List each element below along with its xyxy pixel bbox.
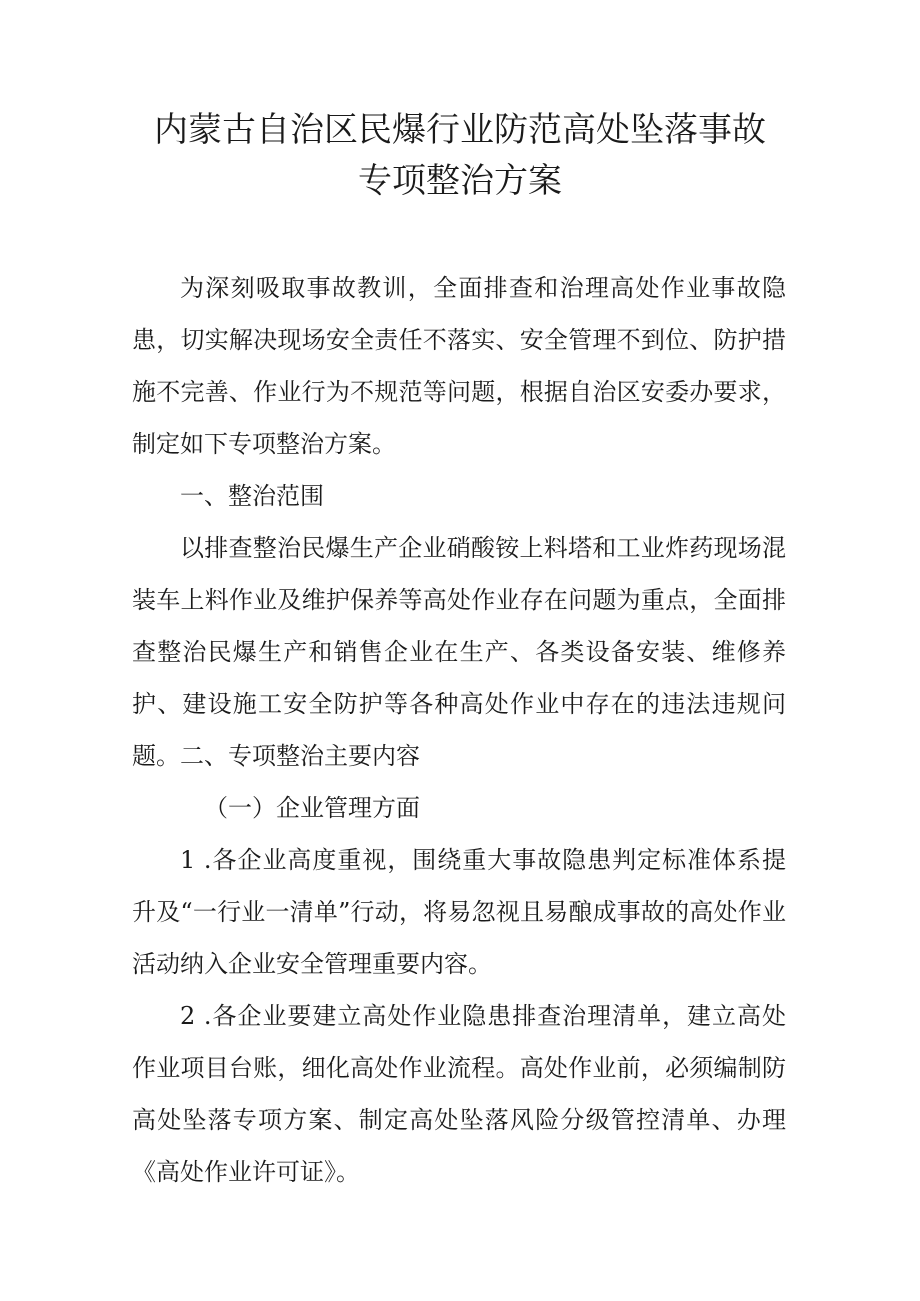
item-1-paragraph: 1 .各企业高度重视，围绕重大事故隐患判定标准体系提升及“一行业一清单”行动，将易忽视且易酿成事故的高处作业活动纳入企业安全管理重要内容。 bbox=[132, 846, 786, 978]
subsection-1-heading: （一）企业管理方面 bbox=[204, 794, 420, 822]
item-2-paragraph: 2 .各企业要建立高处作业隐患排查治理清单，建立高处作业项目台账，细化高处作业流程。高处作业前，必须编制防高处坠落专项方案、制定高处坠落风险分级管控清单、办理《高处作业许可证》。 bbox=[132, 1002, 786, 1186]
intro-paragraph: 为深刻吸取事故教训，全面排查和治理高处作业事故隐患，切实解决现场安全责任不落实、安全管理不到位、防护措施不完善、作业行为不规范等问题，根据自治区安委办要求，制定如下专项整治方案。 bbox=[132, 274, 786, 458]
document-title-line-2: 专项整治方案 bbox=[358, 161, 562, 201]
section-2-heading: 二、专项整治主要内容 bbox=[180, 742, 420, 770]
section-1-heading: 一、整治范围 bbox=[180, 482, 324, 510]
document-title-line-1: 内蒙古自治区民爆行业防范高处坠落事故 bbox=[154, 110, 766, 150]
section-1-body: 以排查整治民爆生产企业硝酸铵上料塔和工业炸药现场混装车上料作业及维护保养等高处作业存在问题为重点，全面排查整治民爆生产和销售企业在生产、各类设备安装、维修养护、建设施工安全防护等各种高处作业中存在的违法违规问题。 bbox=[132, 534, 786, 770]
